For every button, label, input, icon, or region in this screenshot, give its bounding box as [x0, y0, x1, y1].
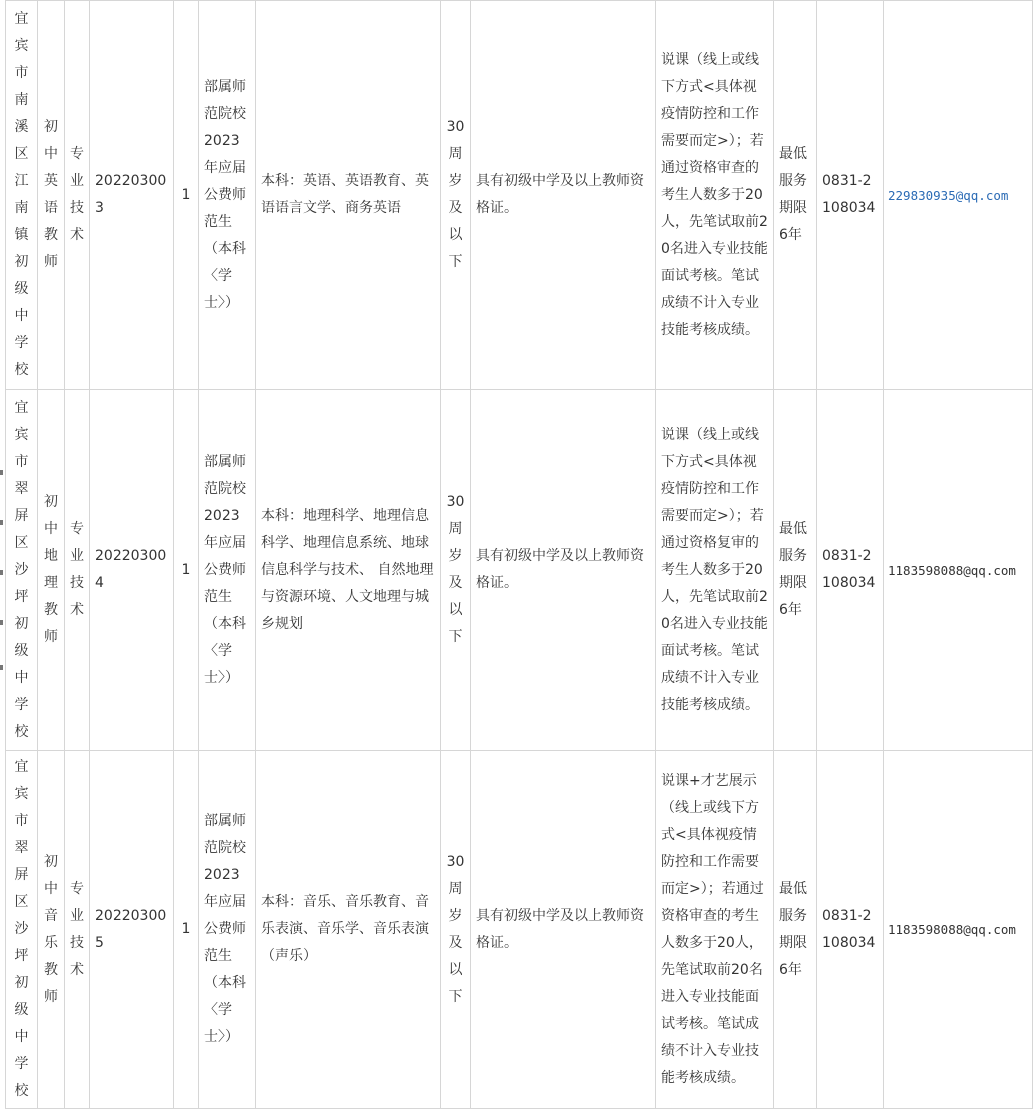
age-cell: 30周岁及以下 [441, 1, 471, 390]
post-cell: 初中英语教师 [38, 1, 65, 390]
age-cell: 30周岁及以下 [441, 751, 471, 1109]
major-cell: 本科：地理科学、地理信息科学、地理信息系统、地球信息科学与技术、 自然地理与资源环境、人文地理与城乡规划 [256, 390, 441, 751]
type-cell: 专业技术 [65, 390, 90, 751]
service-cell: 最低服务期限6年 [774, 390, 817, 751]
phone-cell: 0831-2108034 [817, 1, 884, 390]
table-row [6, 390, 1033, 751]
source-cell: 部属师范院校2023年应届公费师范生（本科〈学士〉） [199, 390, 256, 751]
email-cell: 1183598088@qq.com [884, 390, 1033, 751]
exam-cell: 说课+才艺展示（线上或线下方式<具体视疫情防控和工作需要而定>）；若通过资格审查的考生人数多于20人，先笔试取前20名进入专业技能面试考核。笔试成绩不计入专业技能考核成绩。 [656, 751, 774, 1109]
edge-mark [0, 620, 3, 625]
major-cell: 本科：音乐、音乐教育、音乐表演、音乐学、音乐表演（声乐） [256, 751, 441, 1109]
major-cell: 本科：英语、英语教育、英语语言文学、商务英语 [256, 1, 441, 390]
post-cell: 初中音乐教师 [38, 751, 65, 1109]
code-cell: 202203003 [90, 1, 174, 390]
code-cell: 202203004 [90, 390, 174, 751]
unit-cell: 宜宾市翠屏区沙坪初级中学校 [6, 751, 38, 1109]
exam-cell: 说课（线上或线下方式<具体视疫情防控和工作需要而定>）；若通过资格复审的考生人数多于20人，先笔试取前20名进入专业技能面试考核。笔试成绩不计入专业技能考核成绩。 [656, 390, 774, 751]
edge-mark [0, 570, 3, 575]
type-cell: 专业技术 [65, 1, 90, 390]
qualification-cell: 具有初级中学及以上教师资格证。 [471, 1, 656, 390]
service-cell: 最低服务期限6年 [774, 1, 817, 390]
unit-cell: 宜宾市翠屏区沙坪初级中学校 [6, 390, 38, 751]
table-row [6, 1, 1033, 390]
phone-cell: 0831-2108034 [817, 390, 884, 751]
unit-cell: 宜宾市南溪区江南镇初级中学校 [6, 1, 38, 390]
edge-mark [0, 470, 3, 475]
exam-cell: 说课（线上或线下方式<具体视疫情防控和工作需要而定>）；若通过资格审查的考生人数多于20人，先笔试取前20名进入专业技能面试考核。笔试成绩不计入专业技能考核成绩。 [656, 1, 774, 390]
age-cell: 30周岁及以下 [441, 390, 471, 751]
qualification-cell: 具有初级中学及以上教师资格证。 [471, 751, 656, 1109]
edge-mark [0, 665, 3, 670]
table-row [6, 751, 1033, 1109]
count-cell: 1 [174, 751, 199, 1109]
post-cell: 初中地理教师 [38, 390, 65, 751]
email-link[interactable]: 229830935@qq.com [888, 187, 1009, 203]
phone-cell: 0831-2108034 [817, 751, 884, 1109]
email-cell [884, 1, 1033, 390]
source-cell: 部属师范院校2023年应届公费师范生（本科〈学士〉） [199, 751, 256, 1109]
edge-mark [0, 520, 3, 525]
qualification-cell: 具有初级中学及以上教师资格证。 [471, 390, 656, 751]
count-cell: 1 [174, 1, 199, 390]
code-cell: 202203005 [90, 751, 174, 1109]
source-cell: 部属师范院校2023年应届公费师范生（本科〈学士〉） [199, 1, 256, 390]
left-edge-strip [0, 0, 4, 1118]
recruitment-table [5, 0, 1033, 1109]
type-cell: 专业技术 [65, 751, 90, 1109]
service-cell: 最低服务期限6年 [774, 751, 817, 1109]
email-cell: 1183598088@qq.com [884, 751, 1033, 1109]
count-cell: 1 [174, 390, 199, 751]
